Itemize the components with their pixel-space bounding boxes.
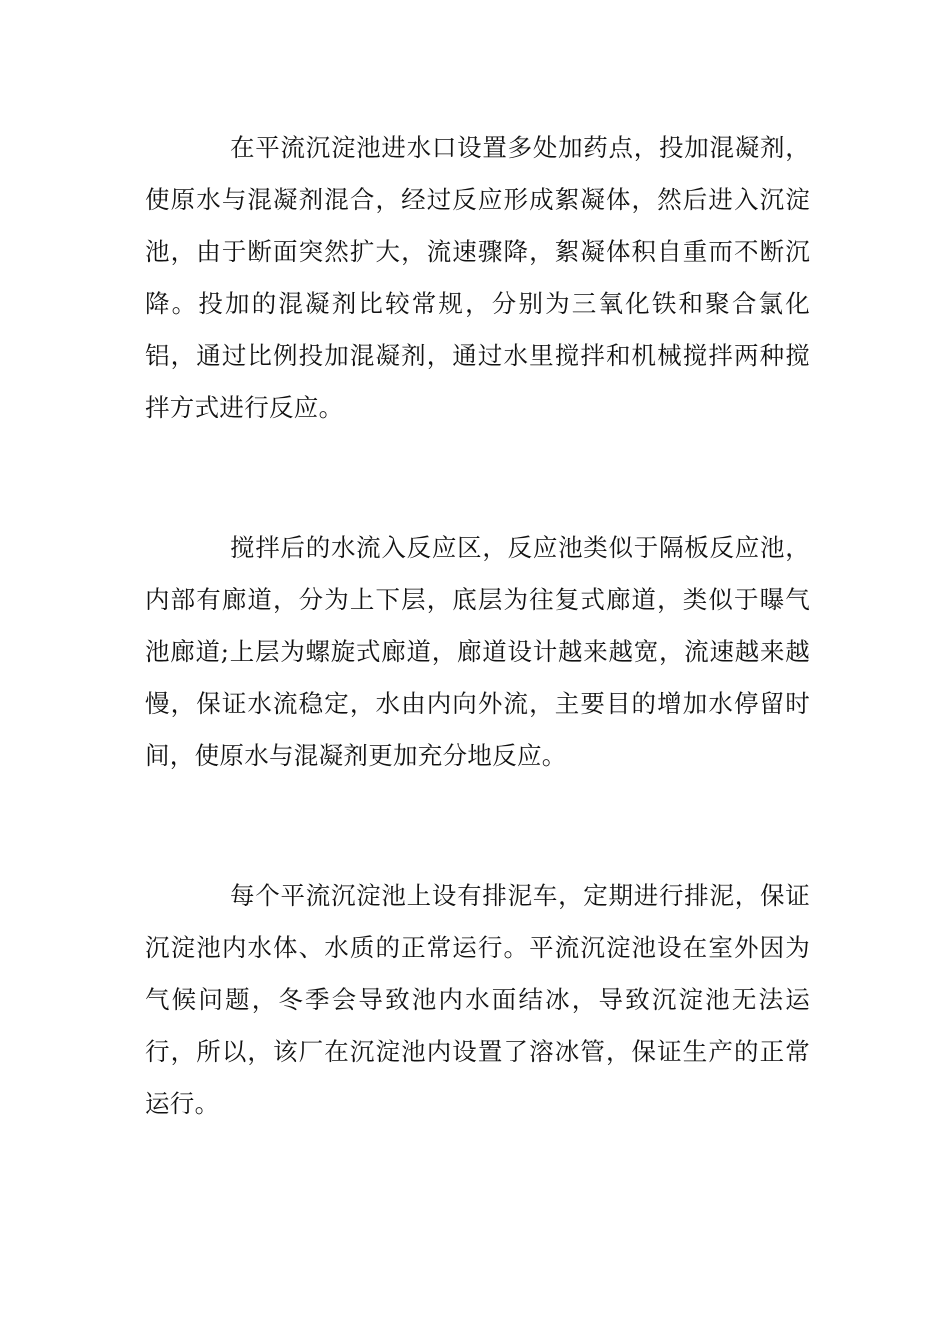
paragraph-sludge-removal: 每个平流沉淀池上设有排泥车，定期进行排泥，保证沉淀池内水体、水质的正常运行。平流沉淀池设在室外因为气候问题，冬季会导致池内水面结冰，导致沉淀池无法运行，所以，该厂在沉淀池内设置了溶冰管，保证生产的正常运行。 xyxy=(145,881,810,1118)
paragraph-reaction-zone: 搅拌后的水流入反应区，反应池类似于隔板反应池，内部有廊道，分为上下层，底层为往复式廊道，类似于曝气池廊道;上层为螺旋式廊道，廊道设计越来越宽，流速越来越慢，保证水流稳定，水由内向外流，主要目的增加水停留时间，使原水与混凝剂更加充分地反应。 xyxy=(145,533,810,770)
paragraph-dosing: 在平流沉淀池进水口设置多处加药点，投加混凝剂，使原水与混凝剂混合，经过反应形成絮凝体，然后进入沉淀池，由于断面突然扩大，流速骤降，絮凝体积自重而不断沉降。投加的混凝剂比较常规，分别为三氧化铁和聚合氯化铝，通过比例投加混凝剂，通过水里搅拌和机械搅拌两种搅拌方式进行反应。 xyxy=(145,133,810,422)
